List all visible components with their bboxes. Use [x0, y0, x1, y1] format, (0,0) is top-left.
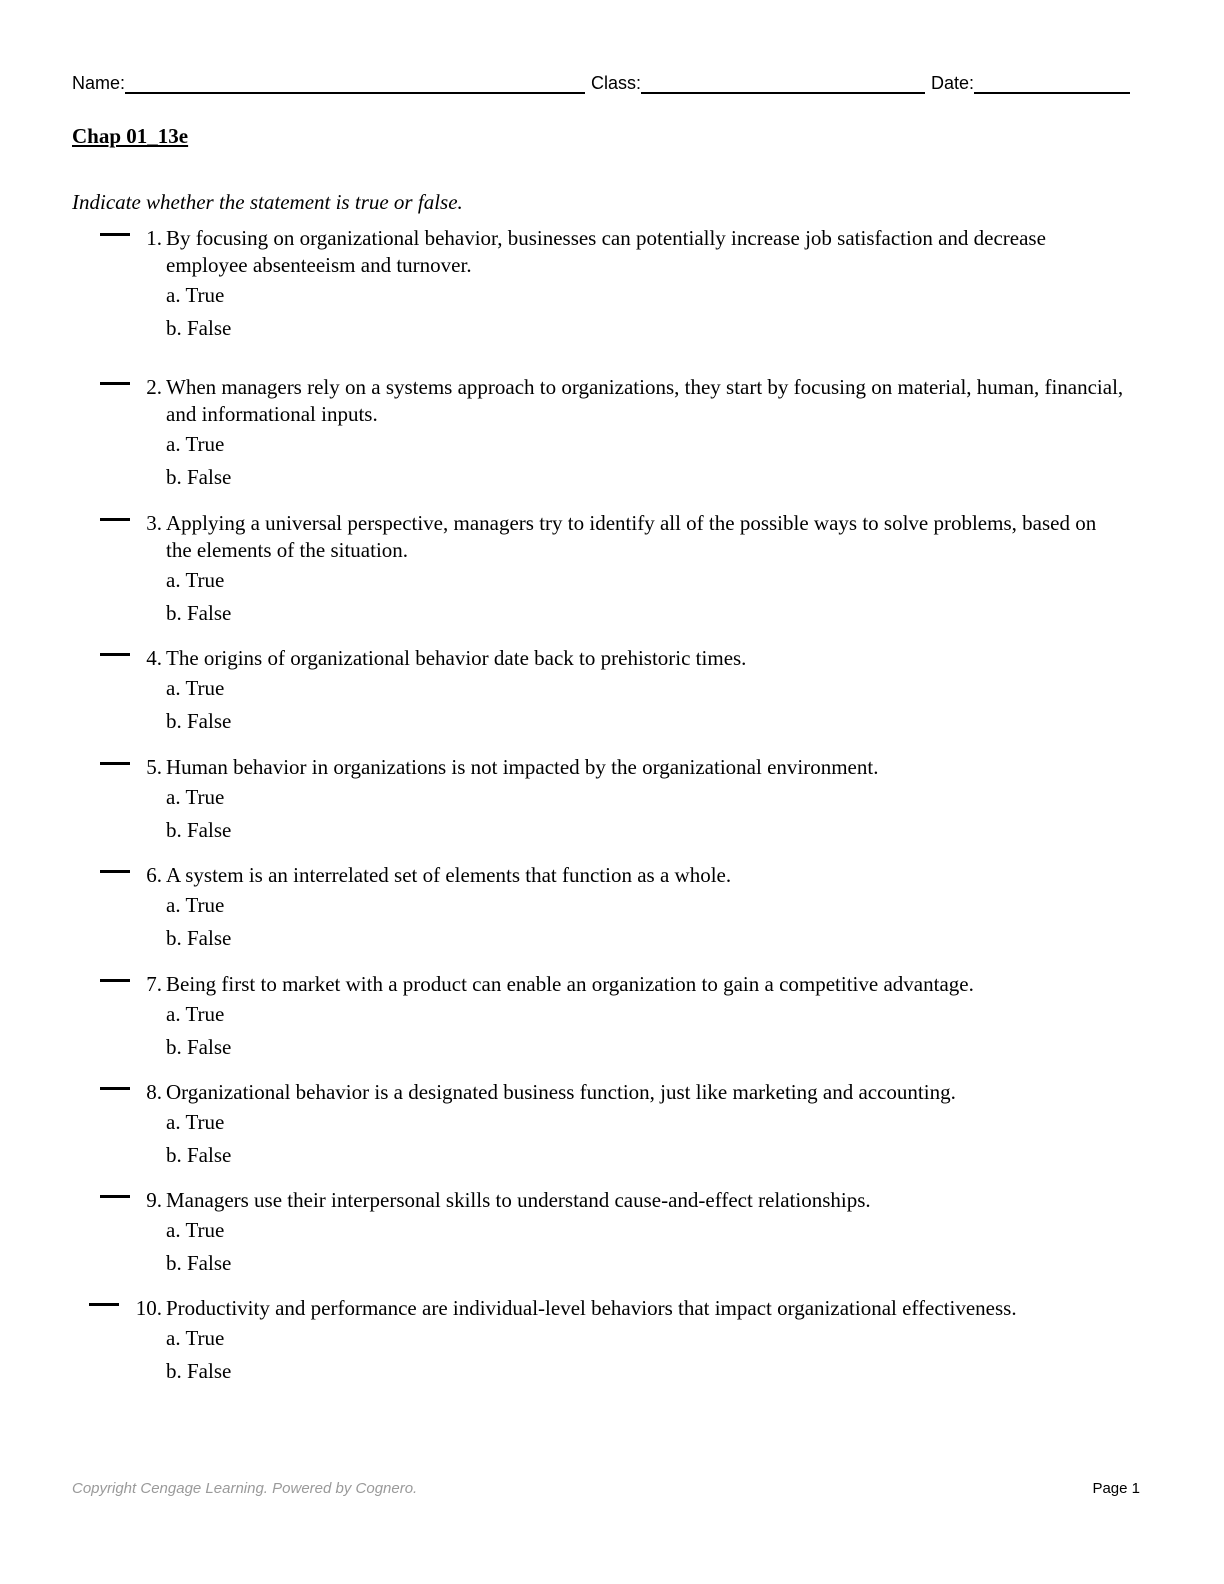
- option-false: b. False: [166, 1035, 232, 1059]
- question-number: 2.: [146, 375, 162, 399]
- question-text: Applying a universal perspective, managers try to identify all of the possible ways to solve problems, based on the elements of the situation.: [166, 511, 1097, 562]
- option-true: a. True: [166, 676, 225, 700]
- page-number: Page 1: [1092, 1480, 1140, 1497]
- class-blank-line: [641, 72, 925, 94]
- student-info-header: [72, 72, 1142, 94]
- option-true: a. True: [166, 283, 225, 307]
- option-true: a. True: [166, 1002, 225, 1026]
- question-text: Managers use their interpersonal skills to understand cause-and-effect relationships.: [166, 1188, 871, 1212]
- question-text: Organizational behavior is a designated business function, just like marketing and accounting.: [166, 1080, 956, 1104]
- instructions-text: Indicate whether the statement is true or false.: [72, 190, 463, 214]
- question-number: 4.: [146, 646, 162, 670]
- option-true: a. True: [166, 1110, 225, 1134]
- question-number: 3.: [146, 511, 162, 535]
- chapter-title: Chap 01_13e: [72, 124, 189, 148]
- question-text: Human behavior in organizations is not impacted by the organizational environment.: [166, 755, 879, 779]
- option-false: b. False: [166, 926, 232, 950]
- copyright-footer: Copyright Cengage Learning. Powered by Cognero.: [72, 1480, 418, 1497]
- question-number: 1.: [146, 226, 162, 250]
- question-text: When managers rely on a systems approach to organizations, they start by focusing on material, human, financial, and informational inputs.: [166, 375, 1124, 426]
- question-number: 9.: [146, 1188, 162, 1212]
- option-false: b. False: [166, 1359, 232, 1383]
- question-number: 7.: [146, 972, 162, 996]
- option-true: a. True: [166, 568, 225, 592]
- answer-blank: [89, 1303, 119, 1306]
- option-true: a. True: [166, 893, 225, 917]
- option-false: b. False: [166, 1143, 232, 1167]
- question-number: 6.: [146, 863, 162, 887]
- option-false: b. False: [166, 601, 232, 625]
- option-true: a. True: [166, 785, 225, 809]
- class-label: Class:: [591, 73, 642, 93]
- question-text: Being first to market with a product can enable an organization to gain a competitive advantage.: [166, 972, 974, 996]
- option-false: b. False: [166, 316, 232, 340]
- name-blank-line: [125, 72, 585, 94]
- option-false: b. False: [166, 709, 232, 733]
- question-number: 8.: [146, 1080, 162, 1104]
- question-text: The origins of organizational behavior date back to prehistoric times.: [166, 646, 747, 670]
- option-false: b. False: [166, 465, 232, 489]
- date-label: Date:: [931, 73, 975, 93]
- question-text: Productivity and performance are individual-level behaviors that impact organizational effectiveness.: [166, 1296, 1017, 1320]
- question-number: 5.: [146, 755, 162, 779]
- name-label: Name:: [72, 73, 126, 93]
- question-text: By focusing on organizational behavior, businesses can potentially increase job satisfaction and decrease employee absenteeism and turnover.: [166, 226, 1046, 277]
- question-text: A system is an interrelated set of elements that function as a whole.: [166, 863, 732, 887]
- option-false: b. False: [166, 818, 232, 842]
- option-false: b. False: [166, 1251, 232, 1275]
- question-number: 10.: [135, 1296, 162, 1320]
- option-true: a. True: [166, 1218, 225, 1242]
- date-blank-line: [974, 72, 1130, 94]
- option-true: a. True: [166, 432, 225, 456]
- option-true: a. True: [166, 1326, 225, 1350]
